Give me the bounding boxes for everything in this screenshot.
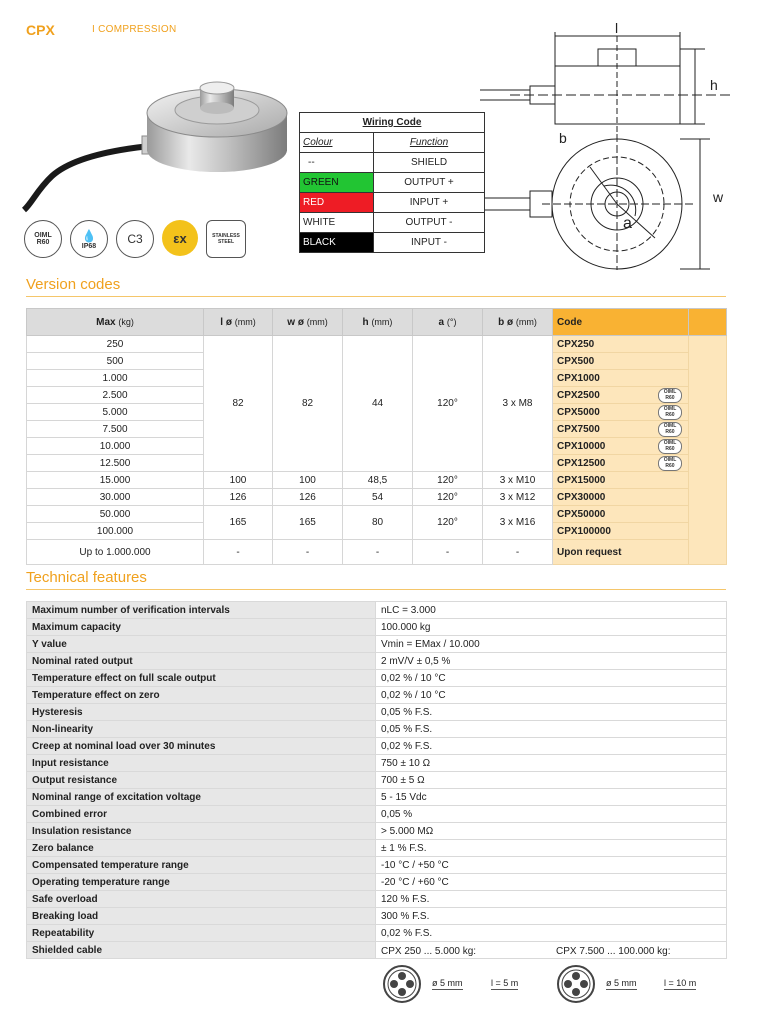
code-cell: CPX250 <box>553 336 689 353</box>
spec-value: 0,02 % / 10 °C <box>376 670 727 687</box>
b-dimension-cell: - <box>483 540 553 565</box>
spec-value: 0,05 % F.S. <box>376 721 727 738</box>
max-cell: 10.000 <box>27 438 204 455</box>
version-row <box>27 540 727 565</box>
wiring-function-cell: OUTPUT - <box>374 213 485 233</box>
code-cell: CPX12500 OIML R60 <box>553 455 689 472</box>
product-category: I COMPRESSION <box>92 24 177 35</box>
code-cell: CPX100000 <box>553 523 689 540</box>
spec-row <box>27 602 727 619</box>
cable-small-diameter: ø 5 mm <box>432 978 463 988</box>
max-cell: 1.000 <box>27 370 204 387</box>
spec-value: 5 - 15 Vdc <box>376 789 727 806</box>
cable-cross-section-icon <box>382 964 422 1004</box>
stainless-steel-badge: STAINLESS STEEL <box>206 220 246 258</box>
code-cell: CPX5000 OIML R60 <box>553 404 689 421</box>
code-cell: CPX50000 <box>553 506 689 523</box>
oiml-r60-badge: OIML R60 <box>658 439 682 454</box>
dim-w-label: w <box>713 189 724 205</box>
max-cell: 7.500 <box>27 421 204 438</box>
version-codes-table <box>26 308 727 565</box>
version-codes-title: Version codes <box>26 276 121 293</box>
spec-value: -10 °C / +50 °C <box>376 857 727 874</box>
code-cell: CPX500 <box>553 353 689 370</box>
dimension-drawings <box>470 16 770 270</box>
wiring-row <box>300 153 485 173</box>
spec-value: 100.000 kg <box>376 619 727 636</box>
max-cell: 12.500 <box>27 455 204 472</box>
spec-label: Zero balance <box>27 840 376 857</box>
oiml-r60-badge: OIML R60 <box>658 456 682 471</box>
wiring-function-cell: INPUT + <box>374 193 485 213</box>
col-a-header: a (°) <box>413 309 483 336</box>
col-h-header: h (mm) <box>343 309 413 336</box>
code-cell: CPX30000 <box>553 489 689 506</box>
side-view-drawing <box>480 32 730 141</box>
a-dimension-cell: - <box>413 540 483 565</box>
spec-label: Hysteresis <box>27 704 376 721</box>
wiring-code-table <box>299 112 485 253</box>
code-cell: CPX15000 <box>553 472 689 489</box>
spec-value: > 5.000 MΩ <box>376 823 727 840</box>
c3-badge: C3 <box>116 220 154 258</box>
spec-label: Maximum capacity <box>27 619 376 636</box>
spec-row <box>27 704 727 721</box>
code-cell: CPX2500 OIML R60 <box>553 387 689 404</box>
spec-value: 0,05 % F.S. <box>376 704 727 721</box>
spec-row <box>27 619 727 636</box>
cable-large-length: l = 10 m <box>664 978 697 988</box>
oiml-r60-badge: OIML R60 <box>658 405 682 420</box>
spec-row <box>27 670 727 687</box>
dim-a-label: a <box>623 215 632 232</box>
wiring-row <box>300 193 485 213</box>
max-cell: 50.000 <box>27 506 204 523</box>
spec-row <box>27 653 727 670</box>
wiring-function-cell: OUTPUT + <box>374 173 485 193</box>
shielded-cable-specs <box>376 942 727 988</box>
spec-row <box>27 925 727 942</box>
b-dimension-cell: 3 x M8 <box>483 336 553 472</box>
drop-icon: 💧 <box>81 228 97 243</box>
code-cell: CPX7500 OIML R60 <box>553 421 689 438</box>
spec-label: Creep at nominal load over 30 minutes <box>27 738 376 755</box>
cable-large-diameter: ø 5 mm <box>606 978 637 988</box>
cable-small-spec <box>381 946 476 957</box>
w-dimension-cell: 82 <box>273 336 343 472</box>
h-dimension-cell: 54 <box>343 489 413 506</box>
w-dimension-cell: - <box>273 540 343 565</box>
spec-value: 0,02 % F.S. <box>376 738 727 755</box>
wiring-title: Wiring Code <box>300 113 485 133</box>
spec-value: ± 1 % F.S. <box>376 840 727 857</box>
version-row <box>27 506 727 523</box>
spec-label: Non-linearity <box>27 721 376 738</box>
spec-label: Y value <box>27 636 376 653</box>
b-dimension-cell: 3 x M16 <box>483 506 553 540</box>
spec-row <box>27 687 727 704</box>
spec-value: nLC = 3.000 <box>376 602 727 619</box>
l-dimension-cell: - <box>204 540 273 565</box>
wiring-row <box>300 173 485 193</box>
cable-large-spec <box>556 946 671 957</box>
code-cell: CPX1000 <box>553 370 689 387</box>
spec-row <box>27 636 727 653</box>
cable-small-length: l = 5 m <box>491 978 519 988</box>
spec-value: 0,02 % F.S. <box>376 925 727 942</box>
technical-features-table <box>26 601 727 988</box>
shielded-cable-label: Shielded cable <box>27 942 376 959</box>
oiml-r60-badge: OIML R60 <box>658 422 682 437</box>
wiring-colour-cell: BLACK <box>300 233 374 253</box>
spec-row <box>27 755 727 772</box>
spec-row <box>27 891 727 908</box>
spec-label: Temperature effect on zero <box>27 687 376 704</box>
code-cell: CPX10000 OIML R60 <box>553 438 689 455</box>
spec-label: Compensated temperature range <box>27 857 376 874</box>
code-cell: Upon request <box>553 540 689 565</box>
spec-label: Maximum number of verification intervals <box>27 602 376 619</box>
spec-row <box>27 789 727 806</box>
spec-label: Operating temperature range <box>27 874 376 891</box>
version-codes-rule <box>26 296 726 297</box>
version-row <box>27 336 727 353</box>
col-extra-header <box>689 309 727 336</box>
a-dimension-cell: 120° <box>413 472 483 489</box>
a-dimension-cell: 120° <box>413 489 483 506</box>
spec-row <box>27 738 727 755</box>
max-cell: 15.000 <box>27 472 204 489</box>
spec-value: -20 °C / +60 °C <box>376 874 727 891</box>
spec-row <box>27 840 727 857</box>
col-code-header: Code <box>553 309 689 336</box>
h-dimension-cell: 48,5 <box>343 472 413 489</box>
spec-value: 0,02 % / 10 °C <box>376 687 727 704</box>
cable-cross-section-icon <box>556 964 596 1004</box>
atex-badge: εx <box>162 220 198 256</box>
max-cell: 250 <box>27 336 204 353</box>
spec-label: Repeatability <box>27 925 376 942</box>
max-cell: 5.000 <box>27 404 204 421</box>
wiring-colour-cell: WHITE <box>300 213 374 233</box>
w-dimension-cell: 126 <box>273 489 343 506</box>
technical-features-rule <box>26 589 726 590</box>
spec-label: Input resistance <box>27 755 376 772</box>
spec-row <box>27 857 727 874</box>
spec-value: 750 ± 10 Ω <box>376 755 727 772</box>
max-cell: 100.000 <box>27 523 204 540</box>
a-dimension-cell: 120° <box>413 336 483 472</box>
wiring-function-header: Function <box>374 133 485 153</box>
l-dimension-cell: 82 <box>204 336 273 472</box>
spec-value: 700 ± 5 Ω <box>376 772 727 789</box>
h-dimension-cell: - <box>343 540 413 565</box>
b-dimension-cell: 3 x M10 <box>483 472 553 489</box>
col-w-header: w ø (mm) <box>273 309 343 336</box>
wiring-row <box>300 233 485 253</box>
spec-value: Vmin = EMax / 10.000 <box>376 636 727 653</box>
certification-badges <box>24 220 246 258</box>
max-cell: 2.500 <box>27 387 204 404</box>
spec-row <box>27 823 727 840</box>
spec-row <box>27 874 727 891</box>
l-dimension-cell: 126 <box>204 489 273 506</box>
spec-row <box>27 806 727 823</box>
w-dimension-cell: 100 <box>273 472 343 489</box>
wiring-row <box>300 213 485 233</box>
spec-label: Combined error <box>27 806 376 823</box>
ip68-badge: 💧 IP68 <box>70 220 108 258</box>
wiring-colour-cell: GREEN <box>300 173 374 193</box>
technical-features-title: Technical features <box>26 569 147 586</box>
wiring-colour-cell: RED <box>300 193 374 213</box>
b-dimension-cell: 3 x M12 <box>483 489 553 506</box>
l-dimension-cell: 165 <box>204 506 273 540</box>
h-dimension-cell: 80 <box>343 506 413 540</box>
cable-large-title: CPX 7.500 ... 100.000 kg: <box>556 946 671 957</box>
top-view-drawing <box>485 134 710 270</box>
max-cell: Up to 1.000.000 <box>27 540 204 565</box>
wiring-colour-header: Colour <box>300 133 374 153</box>
h-dimension-cell: 44 <box>343 336 413 472</box>
max-cell: 30.000 <box>27 489 204 506</box>
wiring-function-cell: SHIELD <box>374 153 485 173</box>
spec-row <box>27 772 727 789</box>
spec-label: Insulation resistance <box>27 823 376 840</box>
version-row <box>27 489 727 506</box>
spec-value: 0,05 % <box>376 806 727 823</box>
spec-label: Nominal rated output <box>27 653 376 670</box>
a-dimension-cell: 120° <box>413 506 483 540</box>
spec-label: Output resistance <box>27 772 376 789</box>
load-cell-photo <box>22 58 292 218</box>
w-dimension-cell: 165 <box>273 506 343 540</box>
product-brand: CPX <box>26 22 55 38</box>
oiml-r60-badge: OIML R60 <box>658 388 682 403</box>
wiring-colour-cell: -- <box>300 153 374 173</box>
dim-b-label: b <box>559 130 567 146</box>
spec-label: Breaking load <box>27 908 376 925</box>
spec-label: Nominal range of excitation voltage <box>27 789 376 806</box>
code-extra-cell <box>689 336 727 565</box>
max-cell: 500 <box>27 353 204 370</box>
spec-value: 300 % F.S. <box>376 908 727 925</box>
l-dimension-cell: 100 <box>204 472 273 489</box>
dim-l-label: l <box>615 20 619 36</box>
spec-row <box>27 721 727 738</box>
spec-row <box>27 908 727 925</box>
dim-h-label: h <box>710 77 718 93</box>
oiml-r60-badge: OIML R60 <box>24 220 62 258</box>
version-row <box>27 472 727 489</box>
cable-small-title: CPX 250 ... 5.000 kg: <box>381 946 477 957</box>
col-b-header: b ø (mm) <box>483 309 553 336</box>
spec-label: Temperature effect on full scale output <box>27 670 376 687</box>
col-l-header: l ø (mm) <box>204 309 273 336</box>
spec-label: Safe overload <box>27 891 376 908</box>
col-max-header: Max (kg) <box>27 309 204 336</box>
spec-value: 2 mV/V ± 0,5 % <box>376 653 727 670</box>
spec-value: 120 % F.S. <box>376 891 727 908</box>
wiring-function-cell: INPUT - <box>374 233 485 253</box>
